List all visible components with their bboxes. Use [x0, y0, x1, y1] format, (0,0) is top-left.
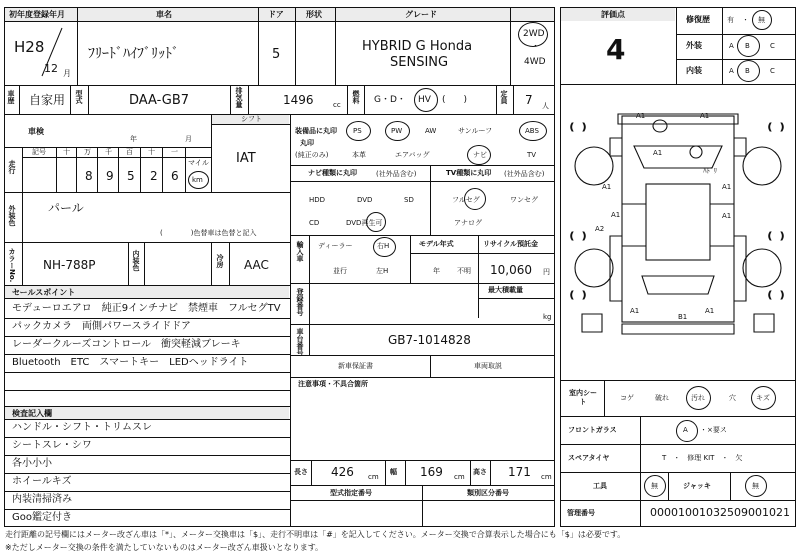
diagram-a1-3: A1: [653, 149, 663, 157]
tv-fullseg: フルセグ: [452, 196, 480, 204]
height-label: 高さ: [473, 468, 487, 476]
model-year-label: モデル年式: [419, 240, 454, 248]
import-parallel: 並行: [333, 267, 347, 275]
interior-b: B: [745, 67, 750, 75]
repair-label: 修復歴: [686, 15, 710, 24]
seat-scratch: キズ: [756, 394, 770, 402]
tv-analog: アナログ: [454, 219, 482, 227]
equip-pw: PW: [391, 127, 403, 135]
drive-4wd: 4WD: [524, 57, 546, 67]
fuel-label: 燃料: [352, 90, 360, 104]
grade-line1: HYBRID G Honda: [362, 39, 473, 54]
inspect-year: 年: [130, 135, 137, 143]
length-unit: cm: [368, 473, 379, 481]
diagram-mhr: ﾊﾄﾞﾘ: [703, 167, 717, 175]
diagram-a1-9: A1: [705, 307, 715, 315]
exterior-a: A: [729, 42, 734, 50]
diagram-a1-2: A1: [700, 112, 710, 120]
score-label: 評価点: [601, 10, 625, 19]
sales-label: セールスポイント: [12, 288, 76, 297]
height: 171: [508, 465, 531, 479]
mgmt-number: 00001001032509001021: [650, 506, 790, 519]
interior-c: C: [770, 67, 775, 75]
sales-line-2: パックカメラ 両側パワースライドドア: [12, 321, 191, 332]
shape-label: 形状: [306, 10, 322, 19]
footer-line-1: 走行距離の記号欄にはメーター改ざん車は「*」、メーター交換車は「$」、走行不明車は「#」を記入してください。メーター交換で合算表示した場合にも「$」は必要です。: [5, 530, 626, 539]
import-dealer: ディーラー: [318, 242, 353, 250]
equip-leather: 本革: [352, 151, 366, 159]
seat-label: 室内シート: [569, 389, 597, 407]
color-number: NH-788P: [43, 258, 96, 272]
caution-label: 注意事項・不具合箇所: [298, 380, 368, 388]
svg-text:( ): ( ): [768, 232, 785, 242]
spare-items: T ・ 修理 KIT ・ 欠: [662, 454, 743, 462]
sales-line-3: レーダークルーズコントロール 衝突軽減ブレーキ: [12, 339, 241, 350]
diagram-a1-7: A1: [722, 212, 732, 220]
displacement: 1496: [283, 93, 314, 107]
colorno-label: カラーNo.: [8, 248, 16, 283]
jack-label: ジャッキ: [683, 482, 711, 490]
inspection-line-3: 各小小小: [12, 458, 52, 469]
reg-era: H28: [14, 38, 45, 56]
exterior-color: パール: [48, 201, 84, 215]
capacity-label: 定員: [500, 90, 508, 104]
inspection-label: 検査記入欄: [12, 409, 52, 418]
exterior-grade-label: 外装: [686, 41, 702, 50]
mileage-unit-6: 一: [171, 148, 178, 156]
repair-yes: 有: [727, 16, 734, 24]
navi-cd: CD: [309, 219, 320, 227]
reg-no-label: 登録番号: [296, 288, 304, 316]
sales-line-1: モデューロエアロ 純正9インチナビ 禁煙車 フルセグTV: [12, 303, 281, 314]
seat-hole: 穴: [729, 394, 736, 402]
footer-line-2: ※ただしメーター交換の条件を満たしていないものはメーター改ざん車扱いとなります。: [5, 543, 324, 552]
diagram-a1-5: A1: [611, 211, 621, 219]
usage: 自家用: [29, 93, 66, 107]
warranty-manual: 車両取説: [474, 362, 502, 370]
mgmt-label: 管理番号: [567, 509, 595, 517]
door-count: 5: [272, 47, 281, 62]
glass-rest: ・×要ス: [700, 426, 727, 434]
import-left: 左H: [376, 267, 389, 275]
equip-tv: TV: [527, 151, 537, 159]
diagram-a2: A2: [595, 225, 605, 233]
grade-label: グレード: [405, 10, 437, 19]
diagram-a1-8: A1: [630, 307, 640, 315]
width-unit: cm: [454, 473, 465, 481]
model-year-unknown: 不明: [457, 267, 471, 275]
equip-ps: PS: [353, 127, 362, 135]
mileage-digit-4: 2: [150, 169, 158, 183]
width: 169: [420, 465, 443, 479]
mileage-unit-1: 十: [63, 148, 70, 156]
car-name-label: 車名: [156, 10, 172, 19]
recycle-value: 10,060: [490, 263, 532, 277]
svg-text:( ): ( ): [768, 123, 785, 133]
svg-text:( ): ( ): [570, 291, 587, 301]
mileage-digit-3: 5: [127, 169, 135, 183]
disp-label: 排気量: [235, 87, 243, 108]
navi-dvd: DVD: [357, 196, 373, 204]
model-year-year: 年: [433, 267, 440, 275]
mileage-digit-2: 9: [106, 169, 114, 183]
interior-color-label: 内装色: [132, 250, 140, 271]
tools-label: 工具: [593, 482, 607, 490]
grade-line2: SENSING: [390, 55, 449, 70]
height-unit: cm: [541, 473, 552, 481]
shift-label: シフト: [241, 115, 262, 123]
mileage-digit-1: 8: [85, 169, 93, 183]
disp-unit: cc: [333, 101, 341, 109]
mileage-unit-4: 百: [126, 148, 133, 156]
mileage-unit-3: 千: [105, 148, 112, 156]
capacity: 7: [525, 93, 533, 107]
svg-text:( ): ( ): [570, 232, 587, 242]
navi-dvdplay: DVD再生可: [346, 219, 383, 227]
repair-sep: ・: [742, 16, 749, 24]
capacity-unit: 人: [542, 102, 549, 110]
fuel-opts: G・D・: [374, 95, 406, 105]
exterior-c: C: [770, 42, 775, 50]
reg-year-label: 初年度登録年月: [9, 10, 65, 19]
drive-2wd: 2WD: [523, 29, 545, 39]
max-load-label: 最大積載量: [488, 286, 523, 294]
equip-navi: ナビ: [473, 151, 487, 159]
mileage-unit-km: km: [192, 176, 203, 184]
model: DAA-GB7: [129, 93, 190, 108]
ac: AAC: [244, 258, 269, 272]
chassis-number: GB7-1014828: [388, 333, 471, 347]
navi-hdd: HDD: [309, 196, 326, 204]
mileage-unit-2: 万: [84, 148, 91, 156]
chassis-label: 車台番号: [296, 328, 304, 356]
equip-sunroof: サンルーフ: [458, 127, 493, 135]
svg-text:( ): ( ): [768, 291, 785, 301]
svg-text:( ): ( ): [570, 123, 587, 133]
score-value: 4: [606, 33, 626, 66]
equip-airbag: エアバッグ: [395, 151, 430, 159]
diagram-a1-1: A1: [636, 112, 646, 120]
inspection-line-1: ハンドル・シフト・トリムスレ: [12, 422, 152, 433]
equip-aw: AW: [425, 127, 437, 135]
reg-month: 12: [44, 62, 58, 75]
length: 426: [331, 465, 354, 479]
jack-value: 無: [752, 482, 759, 490]
fuel-rest: ( ): [442, 95, 468, 105]
recycle-unit: 円: [543, 268, 550, 276]
inspection-line-5: 内装清掃済み: [12, 494, 72, 505]
equip-abs: ABS: [525, 127, 539, 135]
max-load-unit: kg: [543, 313, 552, 321]
color-label: 外装色: [8, 205, 16, 226]
reg-month-unit: 月: [63, 69, 71, 78]
mileage-mark-label: 記号: [32, 148, 46, 156]
navi-sub: (社外品含む): [376, 170, 417, 178]
inspection-line-6: Goo鑑定付き: [12, 512, 72, 523]
mileage-unit-mile: マイル: [188, 159, 209, 167]
navi-sd: SD: [404, 196, 414, 204]
tv-oneseg: ワンセグ: [510, 196, 538, 204]
exterior-b: B: [745, 42, 750, 50]
equip-sub: (純正のみ): [295, 151, 329, 159]
diagram-a1-6: A1: [722, 183, 732, 191]
equip-label: 装備品に丸印: [295, 127, 337, 135]
usage-label: 車歴: [7, 90, 15, 104]
tools-value: 無: [651, 482, 658, 490]
sales-line-4: Bluetooth ETC スマートキー LEDヘッドライト: [12, 357, 249, 368]
diagram-b1: B1: [678, 313, 688, 321]
glass-a: A: [683, 426, 688, 434]
repair-no: 無: [758, 16, 765, 24]
color-note: ( )色替車は色替と記入: [160, 229, 257, 237]
shift: IAT: [236, 151, 256, 166]
equip-title-a: 丸印: [300, 139, 314, 147]
recycle-label: リサイクル預託金: [483, 240, 539, 248]
diagram-a1-4: A1: [602, 183, 612, 191]
interior-grade-label: 内装: [686, 66, 702, 75]
inspection-line-4: ホイールキズ: [12, 476, 72, 487]
ac-label: 冷房: [216, 254, 224, 268]
inspect-month: 月: [185, 135, 192, 143]
mileage-digit-5: 6: [171, 169, 179, 183]
spare-label: スペアタイヤ: [568, 454, 610, 462]
length-label: 長さ: [294, 468, 308, 476]
seat-dirt: 汚れ: [691, 394, 705, 402]
model-label: 型式: [75, 90, 83, 104]
seat-tear: 破れ: [655, 394, 669, 402]
inspection-line-2: シートスレ・シワ: [12, 440, 92, 451]
inspect-label: 車検: [28, 127, 44, 136]
width-label: 幅: [390, 468, 397, 476]
glass-label: フロントガラス: [568, 426, 617, 434]
tv-sub: (社外品含む): [504, 170, 545, 178]
type-designation-label: 型式指定番号: [330, 489, 372, 497]
car-name: ﾌﾘｰﾄﾞﾊｲﾌﾞﾘｯﾄﾞ: [88, 46, 179, 62]
category-number-label: 類別区分番号: [467, 489, 509, 497]
fuel-selected: HV: [418, 95, 431, 105]
warranty-new: 新車保証書: [338, 362, 373, 370]
import-right: 右H: [377, 242, 390, 250]
mileage-unit-5: 十: [148, 148, 155, 156]
navi-label: ナビ種類に丸印: [308, 169, 357, 177]
interior-a: A: [729, 67, 734, 75]
door-label: ドア: [268, 10, 284, 19]
seat-scorch: コゲ: [620, 394, 634, 402]
drive-sep: ・: [531, 42, 541, 52]
tv-label: TV種類に丸印: [446, 169, 492, 177]
mileage-label: 走行: [8, 160, 16, 174]
import-label: 輸入車: [296, 241, 304, 262]
